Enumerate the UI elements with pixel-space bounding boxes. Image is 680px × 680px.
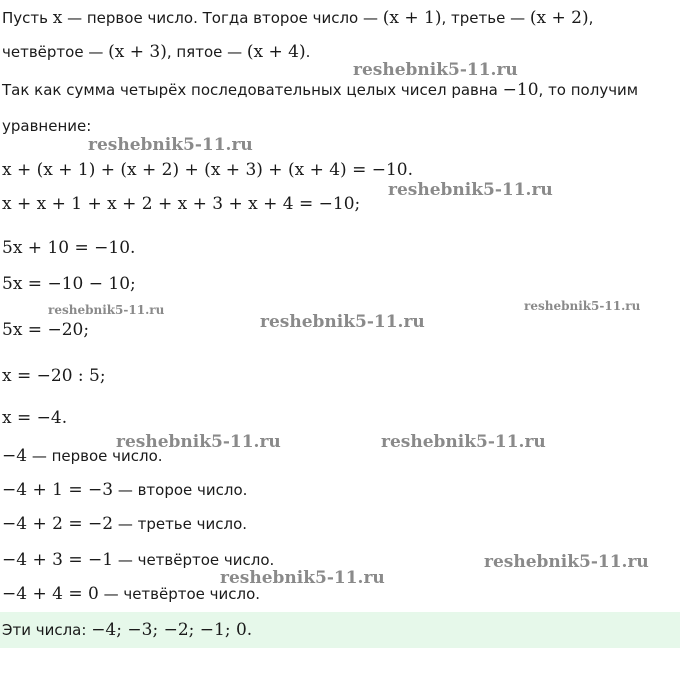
watermark: reshebnik5-11.ru [88,135,253,155]
text: — первое число. Тогда второе число — [62,9,383,27]
math: −4 + 4 = 0 [2,584,99,604]
intro-line-2 [2,42,310,62]
watermark: reshebnik5-11.ru [48,303,165,317]
math: −4 [2,446,28,466]
text: , [588,9,594,27]
intro-line-3 [2,80,638,100]
math: −4 + 2 = −2 [2,514,114,534]
watermark: reshebnik5-11.ru [220,568,385,588]
text: — первое число. [27,447,163,465]
text: Пусть [2,9,53,27]
math: −10 [502,80,539,100]
answer-box [0,612,680,648]
math: (x + 1) [382,8,442,28]
text: — третье число. [113,515,248,533]
text: . [305,43,311,61]
math: −4; −3; −2; −1; 0. [91,620,253,640]
intro-line-4 [2,116,91,136]
intro-line-1 [2,8,593,28]
watermark: reshebnik5-11.ru [353,60,518,80]
text: четвёртое — [2,43,109,61]
number-line [2,480,247,500]
text: Эти числа: [2,621,92,639]
equation: 5x + 10 = −10. [2,238,136,258]
math: (x + 4) [246,42,306,62]
equation: x + x + 1 + x + 2 + x + 3 + x + 4 = −10; [2,194,361,214]
text: — четвёртое число. [113,551,275,569]
equation: x = −20 : 5; [2,366,106,386]
math: x [52,8,63,28]
text: , третье — [441,9,530,27]
text: — четвёртое число. [98,585,261,603]
equation: 5x = −10 − 10; [2,274,136,294]
watermark: reshebnik5-11.ru [484,552,649,572]
number-line [2,550,274,570]
math: (x + 3) [108,42,167,62]
text: уравнение: [2,117,92,135]
text: , то получим [538,81,639,99]
math: −4 + 3 = −1 [2,550,114,570]
watermark: reshebnik5-11.ru [381,432,546,452]
math: (x + 2) [529,8,589,28]
watermark: reshebnik5-11.ru [524,299,641,313]
equation: x = −4. [2,408,68,428]
number-line [2,514,247,534]
text: — второе число. [113,481,248,499]
answer-line [2,620,252,640]
equation: 5x = −20; [2,320,90,340]
watermark: reshebnik5-11.ru [116,432,281,452]
text: Так как сумма четырёх последовательных целых чисел равна [2,81,503,99]
equation: x + (x + 1) + (x + 2) + (x + 3) + (x + 4) = −10. [2,160,414,180]
text: , пятое — [166,43,247,61]
math: −4 + 1 = −3 [2,480,114,500]
watermark: reshebnik5-11.ru [260,312,425,332]
watermark: reshebnik5-11.ru [388,180,553,200]
